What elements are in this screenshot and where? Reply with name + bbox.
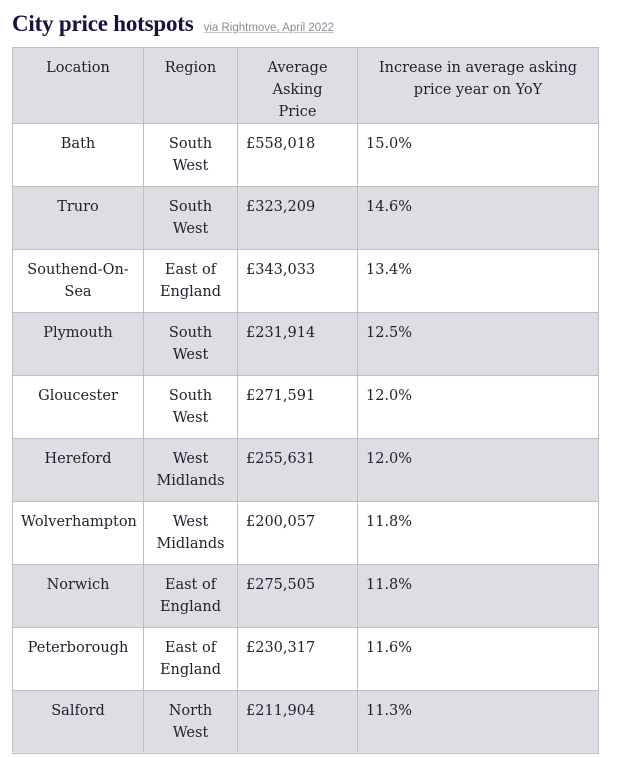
cell-price: £230,317 xyxy=(238,628,358,691)
cell-increase: 14.6% xyxy=(358,187,599,250)
table-row xyxy=(13,691,599,754)
table-row xyxy=(13,250,599,313)
page-title: City price hotspots xyxy=(12,11,194,36)
cell-location: Peterborough xyxy=(13,628,144,691)
cell-increase: 12.5% xyxy=(358,313,599,376)
cell-price: £558,018 xyxy=(238,124,358,187)
cell-location: Gloucester xyxy=(13,376,144,439)
cell-region: South West xyxy=(144,124,238,187)
cell-region: South West xyxy=(144,187,238,250)
cell-increase: 11.3% xyxy=(358,691,599,754)
cell-region: South West xyxy=(144,313,238,376)
cell-price: £323,209 xyxy=(238,187,358,250)
table-row xyxy=(13,565,599,628)
table-row xyxy=(13,628,599,691)
cell-location: Norwich xyxy=(13,565,144,628)
column-header-region: Region xyxy=(144,48,238,124)
cell-price: £231,914 xyxy=(238,313,358,376)
column-header-location: Location xyxy=(13,48,144,124)
cell-region: East of England xyxy=(144,628,238,691)
cell-price: £343,033 xyxy=(238,250,358,313)
cell-increase: 12.0% xyxy=(358,376,599,439)
cell-location: Bath xyxy=(13,124,144,187)
source-link[interactable]: via Rightmove, April 2022 xyxy=(203,22,334,34)
table-row xyxy=(13,439,599,502)
cell-region: North West xyxy=(144,691,238,754)
table-row xyxy=(13,502,599,565)
cell-price: £211,904 xyxy=(238,691,358,754)
table-header-row xyxy=(13,48,599,124)
cell-increase: 11.6% xyxy=(358,628,599,691)
cell-location: Plymouth xyxy=(13,313,144,376)
cell-price: £271,591 xyxy=(238,376,358,439)
cell-location: Wolverhampton xyxy=(13,502,144,565)
cell-region: West Midlands xyxy=(144,439,238,502)
column-header-price: Average Asking Price xyxy=(238,48,358,124)
bottom-divider xyxy=(12,752,598,753)
cell-location: Salford xyxy=(13,691,144,754)
table-row xyxy=(13,187,599,250)
cell-price: £255,631 xyxy=(238,439,358,502)
cell-price: £275,505 xyxy=(238,565,358,628)
cell-region: East of England xyxy=(144,250,238,313)
cell-increase: 12.0% xyxy=(358,439,599,502)
table-row xyxy=(13,313,599,376)
cell-increase: 11.8% xyxy=(358,565,599,628)
cell-location: Truro xyxy=(13,187,144,250)
cell-location: Southend-On-Sea xyxy=(13,250,144,313)
table-row xyxy=(13,376,599,439)
cell-increase: 11.8% xyxy=(358,502,599,565)
cell-increase: 13.4% xyxy=(358,250,599,313)
cell-region: West Midlands xyxy=(144,502,238,565)
cell-region: East of England xyxy=(144,565,238,628)
cell-location: Hereford xyxy=(13,439,144,502)
table-row xyxy=(13,124,599,187)
cell-region: South West xyxy=(144,376,238,439)
cell-increase: 15.0% xyxy=(358,124,599,187)
cell-price: £200,057 xyxy=(238,502,358,565)
column-header-increase: Increase in average asking price year on YoY xyxy=(358,48,599,124)
price-hotspots-table xyxy=(12,47,599,754)
table-heading xyxy=(12,11,334,37)
